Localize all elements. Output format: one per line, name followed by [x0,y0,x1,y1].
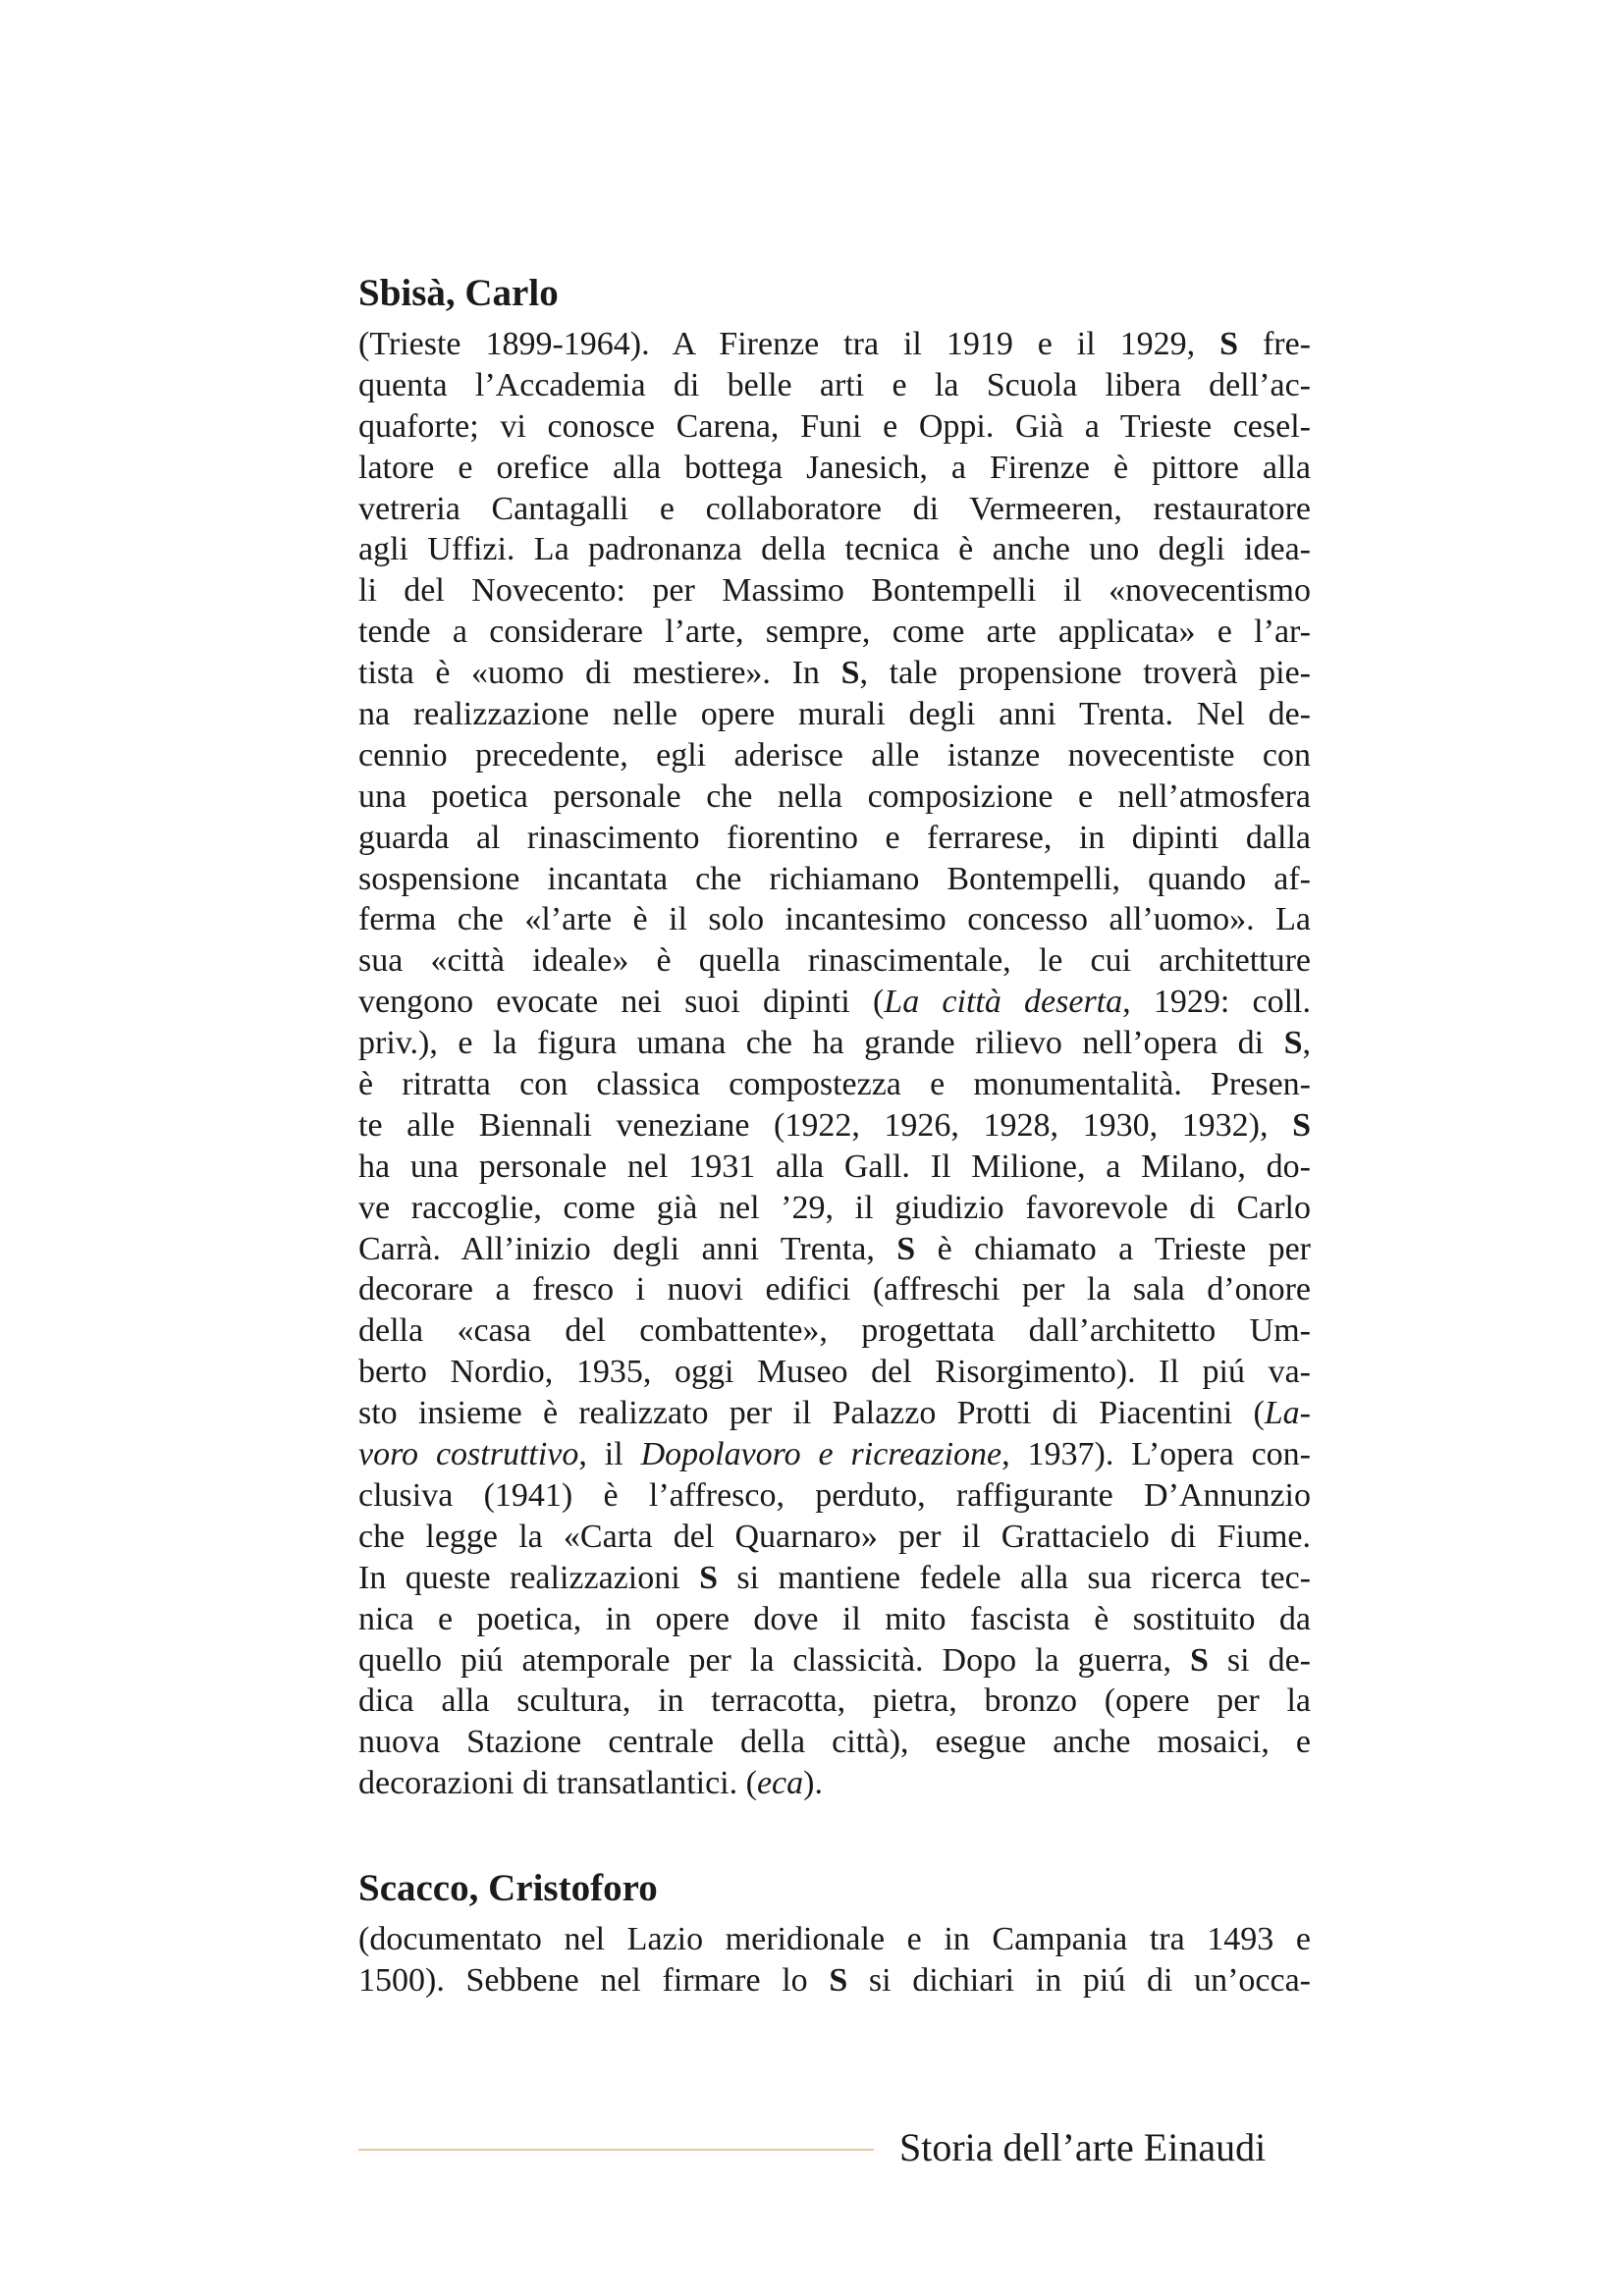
body-line: una poetica personale che nella composizione e nell’atmosfera [358,777,1311,815]
body-line: na realizzazione nelle opere murali degli anni Trenta. Nel de- [358,696,1311,733]
footer-rule [358,2149,874,2151]
body-line: guarda al rinascimento fiorentino e ferrarese, in dipinti dalla [358,819,1311,856]
entry-title-sbisa: Sbisà, Carlo [358,272,559,314]
body-line: 1500). Sebbene nel firmare lo S si dichiari in piú di un’occa- [358,1961,1312,1999]
body-line: In queste realizzazioni S si mantiene fedele alla sua ricerca tec- [358,1559,1311,1596]
body-line: tende a considerare l’arte, sempre, come arte applicata» e l’ar- [358,614,1311,651]
body-line: ve raccoglie, come già nel ’29, il giudizio favorevole di Carlo [358,1189,1311,1226]
body-line: decorare a fresco i nuovi edifici (affreschi per la sala d’onore [358,1271,1311,1308]
body-line: della «casa del combattente», progettata dall’architetto Um- [358,1312,1311,1350]
body-line: ha una personale nel 1931 alla Gall. Il Milione, a Milano, do- [358,1148,1311,1185]
entry-title-scacco: Scacco, Cristoforo [358,1867,658,1909]
body-line: latore e orefice alla bottega Janesich, a Firenze è pittore alla [358,449,1311,486]
body-line: voro costruttivo, il Dopolavoro e ricreazione, 1937). L’opera con- [358,1436,1311,1473]
body-line: vetreria Cantagalli e collaboratore di Vermeeren, restauratore [358,490,1311,527]
body-line: cennio precedente, egli aderisce alle istanze novecentiste con [358,736,1311,774]
footer-publisher: Storia dell’arte Einaudi [899,2125,1267,2169]
body-line: priv.), e la figura umana che ha grande rilievo nell’opera di S, [358,1025,1311,1062]
body-line: quaforte; vi conosce Carena, Funi e Oppi. Già a Trieste cesel- [358,407,1311,445]
body-line: quello piú atemporale per la classicità. Dopo la guerra, S si de- [358,1641,1312,1679]
body-line: dica alla scultura, in terracotta, pietra, bronzo (opere per la [358,1682,1311,1720]
body-line: quenta l’Accademia di belle arti e la Scuola libera dell’ac- [358,366,1311,403]
entry-body-scacco [358,1919,1311,2002]
body-line: sua «città ideale» è quella rinascimentale, le cui architetture [358,942,1311,980]
body-line: decorazioni di transatlantici. (eca). [358,1765,823,1802]
body-line: li del Novecento: per Massimo Bontempelli il «novecentismo [358,572,1311,610]
body-line: vengono evocate nei suoi dipinti (La città deserta, 1929: coll. [358,984,1311,1021]
body-line: nuova Stazione centrale della città), esegue anche mosaici, e [358,1724,1311,1761]
body-line: Carrà. All’inizio degli anni Trenta, S è chiamato a Trieste per [358,1230,1311,1267]
body-line: te alle Biennali veneziane (1922, 1926, 1928, 1930, 1932), S [358,1106,1311,1144]
body-line: (documentato nel Lazio meridionale e in Campania tra 1493 e [358,1921,1311,1957]
body-line: sospensione incantata che richiamano Bontempelli, quando af- [358,860,1311,897]
body-line: che legge la «Carta del Quarnaro» per il Grattacielo di Fiume. [358,1518,1311,1555]
body-line: nica e poetica, in opere dove il mito fascista è sostituito da [358,1600,1311,1637]
page [358,0,1311,2296]
body-line: è ritratta con classica compostezza e monumentalità. Presen- [358,1066,1311,1103]
entry-body-sbisa [358,324,1311,1804]
body-line: (Trieste 1899-1964). A Firenze tra il 1919 e il 1929, S fre- [358,326,1311,362]
body-line: agli Uffizi. La padronanza della tecnica è anche uno degli idea- [358,531,1311,568]
body-line: tista è «uomo di mestiere». In S, tale propensione troverà pie- [358,655,1311,692]
body-line: sto insieme è realizzato per il Palazzo Protti di Piacentini (La- [358,1395,1311,1432]
body-line: berto Nordio, 1935, oggi Museo del Risorgimento). Il piú va- [358,1354,1311,1391]
body-line: clusiva (1941) è l’affresco, perduto, raffigurante D’Annunzio [358,1476,1311,1514]
body-line: ferma che «l’arte è il solo incantesimo concesso all’uomo». La [358,901,1311,938]
